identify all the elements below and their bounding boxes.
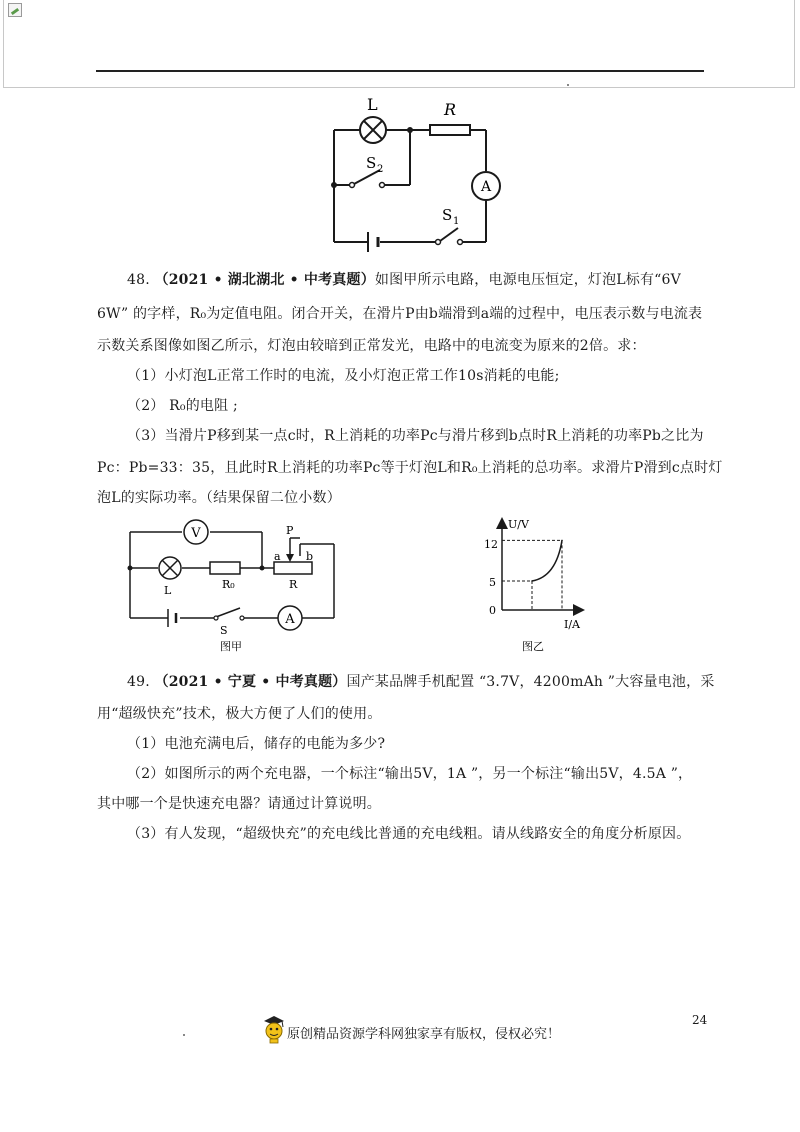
ammeter-label-a: A	[285, 612, 295, 627]
header-dot	[567, 84, 569, 86]
battery-icon	[168, 609, 176, 627]
voltmeter-icon	[184, 520, 208, 544]
tick-label-12: 12	[484, 538, 498, 551]
y-axis-label: U/V	[508, 518, 529, 531]
resistor-r0	[210, 562, 240, 574]
q48-number: 48.	[127, 272, 150, 288]
ammeter-label: A	[480, 179, 492, 195]
chart-u-i	[472, 516, 592, 652]
header-rule	[96, 70, 704, 72]
q49-line1	[127, 672, 715, 692]
battery-icon	[368, 232, 378, 252]
label-p: P	[286, 524, 294, 537]
q49-number: 49.	[127, 674, 150, 690]
q48-line1	[127, 270, 681, 290]
mascot-icon	[262, 1014, 286, 1044]
label-l: L	[367, 96, 378, 114]
label-s1: S	[442, 206, 453, 224]
label-b-end: b	[306, 550, 314, 563]
caption-fig-a: 图甲	[220, 640, 242, 652]
q48-line3: 示数关系图像如图乙所示，灯泡由较暗到正常发光，电路中的电流变为原来的2倍。求：	[97, 338, 646, 354]
label-r-a: R	[289, 578, 298, 591]
footer-copyright: 原创精品资源学科网独家享有版权，侵权必究！	[287, 1027, 561, 1042]
q48-sub2: （2） R₀的电阻 ;	[127, 398, 238, 414]
voltmeter-label: V	[191, 526, 201, 541]
circuit-diagram-main	[320, 96, 510, 256]
q48-sub3-line2: Pc：Pb=33：35，且此时R上消耗的功率Pc等于灯泡L和R₀上消耗的总功率。求滑片P滑到c点时灯	[97, 460, 723, 476]
q48-stem-start: 如图甲所示电路，电源电压恒定，灯泡L标有“6V	[374, 272, 681, 288]
x-axis-label: I/A	[564, 618, 580, 631]
ammeter-icon	[472, 172, 500, 200]
label-a-end: a	[274, 550, 281, 563]
q49-sub1: （1）电池充满电后，储存的电能为多少?	[127, 736, 386, 752]
q49-source-tag: （2021 • 宁夏 • 中考真题）	[154, 674, 347, 690]
series-curve	[532, 540, 562, 581]
label-s1-sub: 1	[453, 216, 460, 227]
q49-stem-start: 国产某品牌手机配置 “3.7V，4200mAh ”大容量电池，采	[346, 674, 715, 690]
tick-label-5: 5	[489, 576, 496, 589]
q48-sub3-line3: 泡L的实际功率。（结果保留二位小数）	[97, 490, 341, 506]
label-s2: S	[366, 154, 377, 172]
footer-dot	[183, 1034, 185, 1036]
bulb-l-icon	[360, 117, 386, 143]
data-point	[561, 540, 563, 542]
q49-sub2-line1: （2）如图所示的两个充电器，一个标注“输出5V，1A ”，另一个标注“输出5V，4.5A ”，	[127, 766, 693, 782]
tick-label-0: 0	[489, 604, 496, 617]
label-s-a: S	[220, 624, 228, 637]
rheostat-r	[274, 562, 312, 574]
resistor-r	[430, 125, 470, 135]
label-r0: R₀	[222, 578, 235, 591]
broken-image-icon	[8, 3, 22, 17]
page-number: 24	[692, 1013, 708, 1027]
bulb-icon	[159, 557, 181, 579]
circuit-diagram-a	[124, 516, 344, 652]
label-l-a: L	[164, 584, 172, 597]
q48-sub3-line1: （3）当滑片P移到某一点c时，R上消耗的功率Pc与滑片移到b点时R上消耗的功率Pb之比为	[127, 428, 704, 444]
label-r: R	[444, 100, 457, 119]
q48-source-tag: （2021 • 湖北湖北 • 中考真题）	[154, 272, 375, 288]
label-s2-sub: 2	[377, 164, 384, 175]
caption-fig-b: 图乙	[522, 640, 544, 652]
header-frame	[3, 0, 795, 88]
data-point	[531, 580, 533, 582]
q48-line2: 6W” 的字样，R₀为定值电阻。闭合开关，在滑片P由b端滑到a端的过程中，电压表示数与电流表	[97, 306, 703, 322]
q48-sub1: （1）小灯泡L正常工作时的电流，及小灯泡正常工作10s消耗的电能;	[127, 368, 560, 384]
q49-sub2-line2: 其中哪一个是快速充电器？请通过计算说明。	[97, 796, 381, 812]
ammeter-icon	[278, 606, 302, 630]
q49-line2: 用“超级快充”技术，极大方便了人们的使用。	[97, 706, 382, 722]
q49-sub3: （3）有人发现，“超级快充”的充电线比普通的充电线粗。请从线路安全的角度分析原因。	[127, 826, 691, 842]
